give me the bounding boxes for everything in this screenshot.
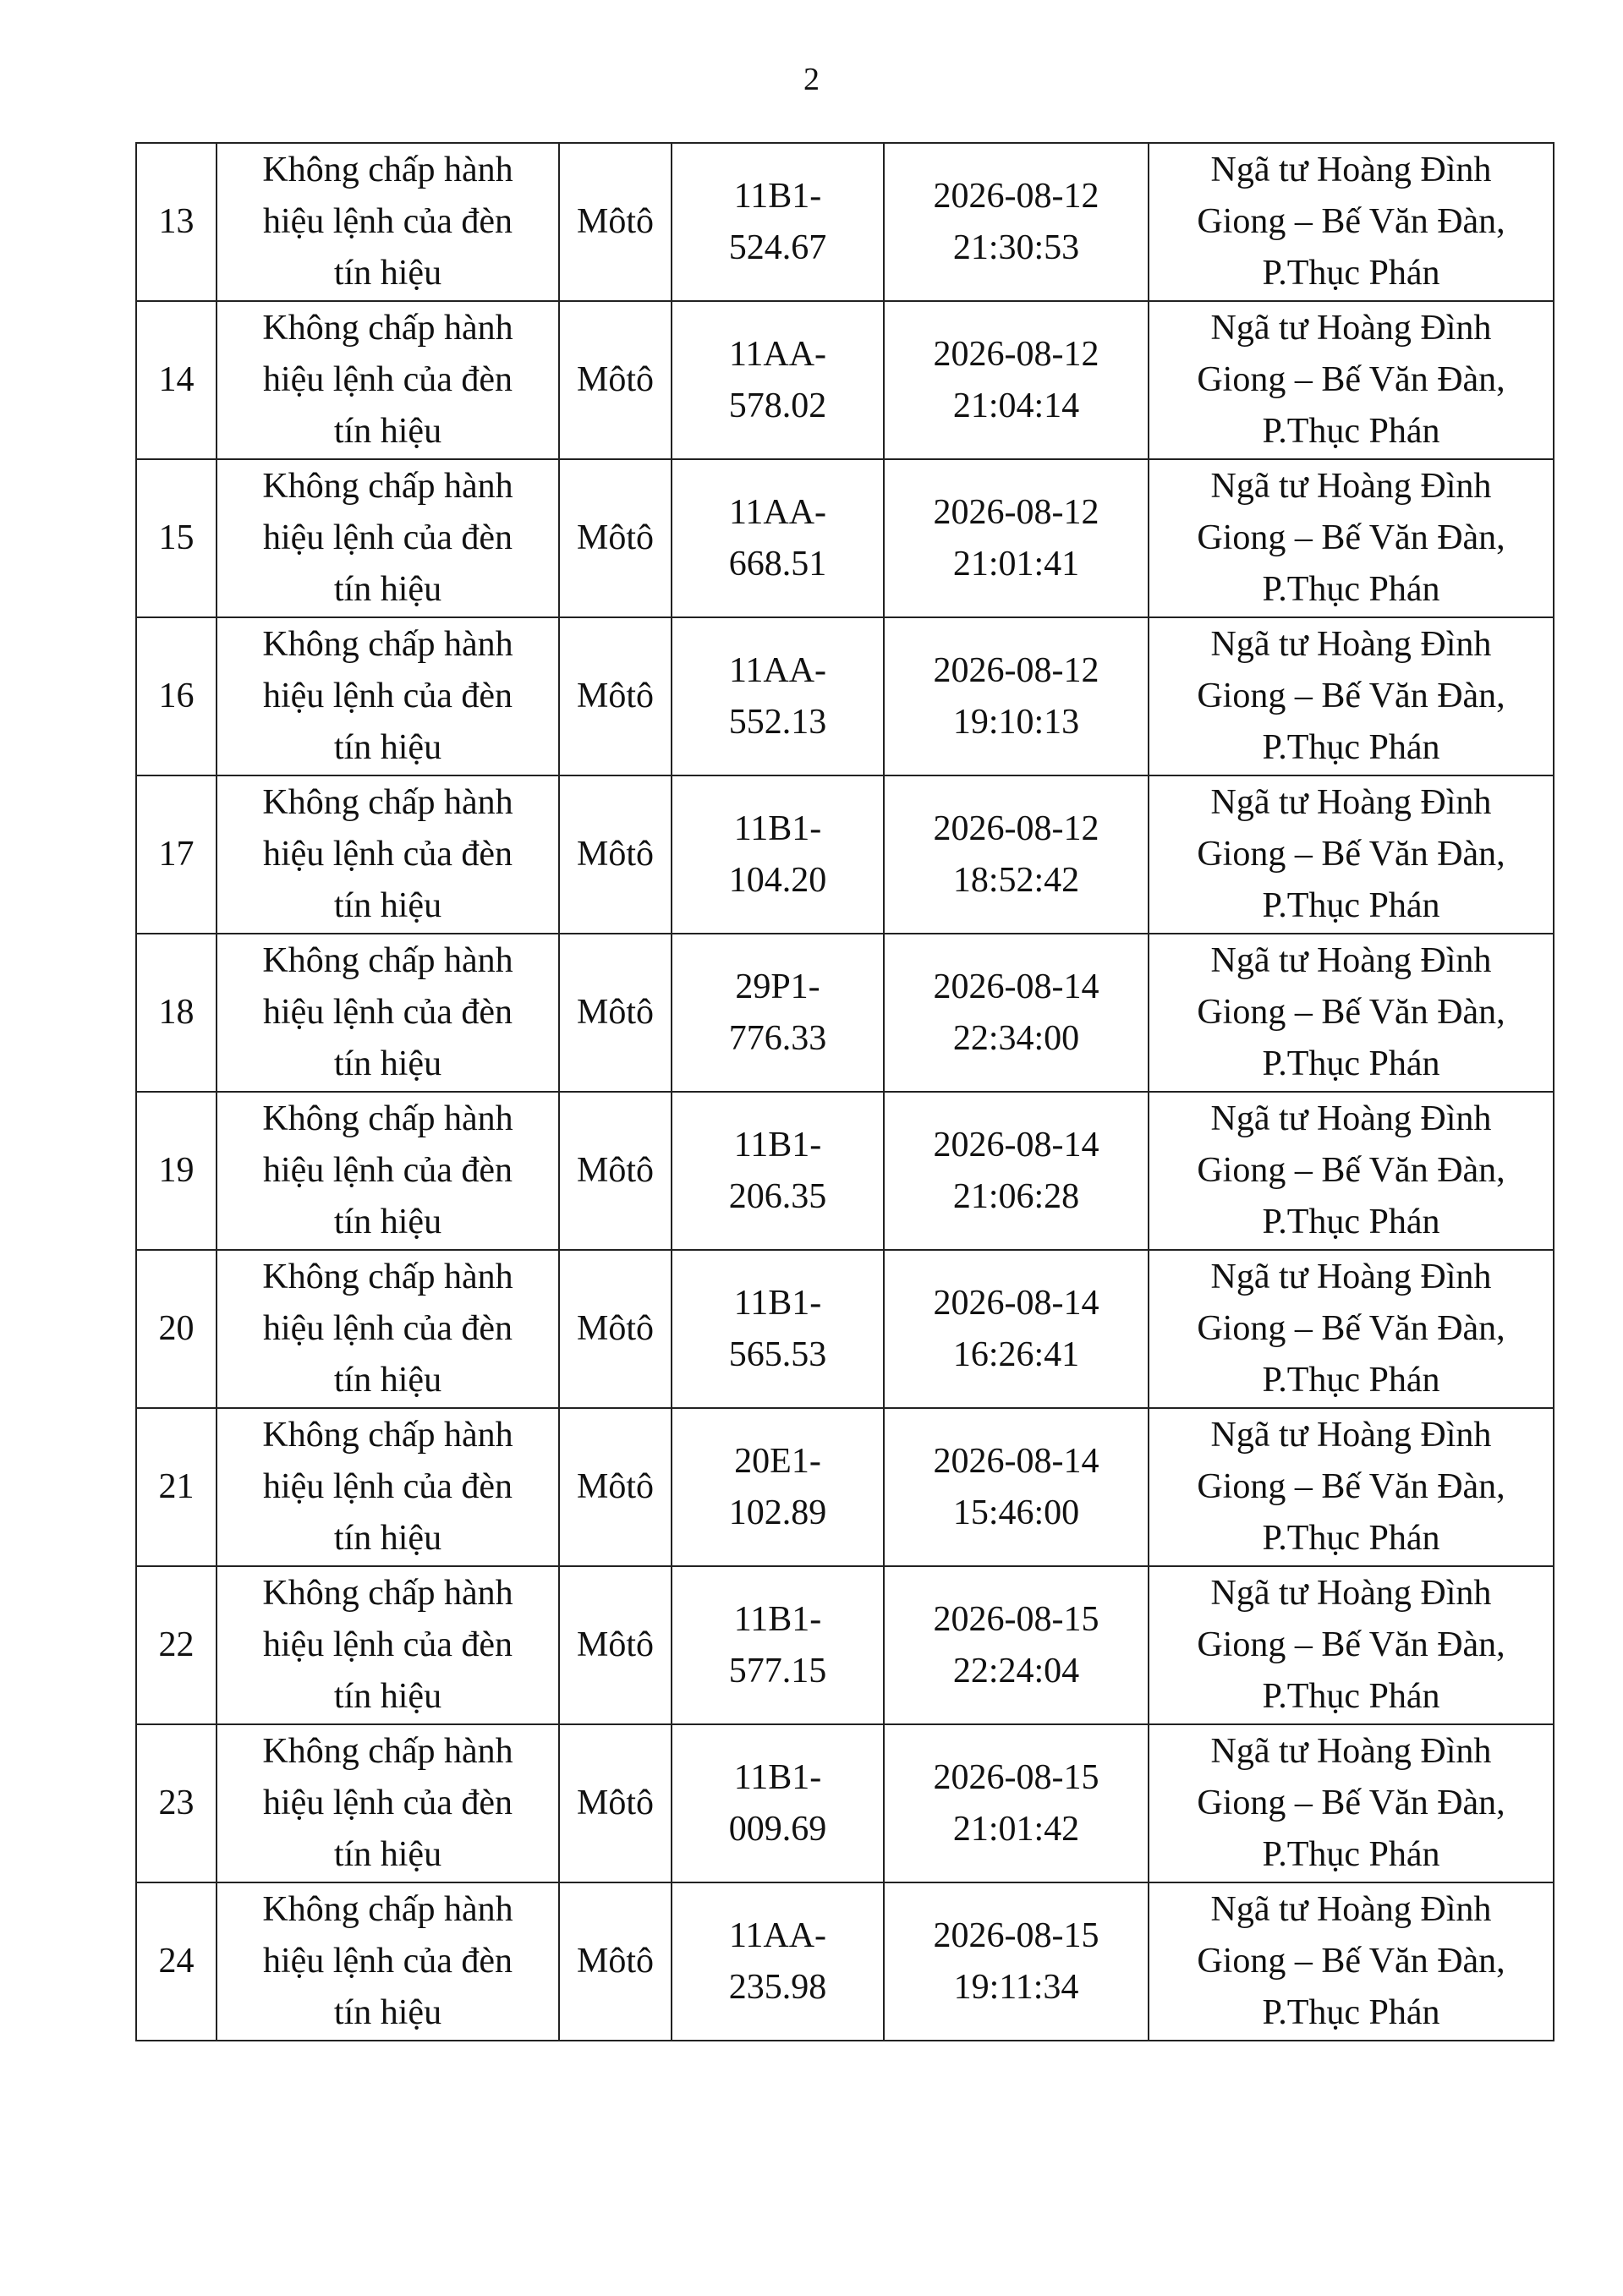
location-cell-line: Ngã tư Hoàng Đình xyxy=(1210,625,1492,664)
violation-cell-line: hiệu lệnh của đèn xyxy=(262,835,513,874)
violation-cell-line: hiệu lệnh của đèn xyxy=(262,1942,513,1981)
violation-cell-line: Không chấp hành xyxy=(262,1732,513,1771)
location-cell-line: Giong – Bế Văn Đàn, xyxy=(1197,835,1505,874)
timestamp-cell-line: 22:34:00 xyxy=(952,1018,1080,1058)
license-plate-cell-line: 29P1- xyxy=(735,967,820,1006)
violation-cell-line: Không chấp hành xyxy=(262,1890,513,1929)
vehicle-type-cell: Môtô xyxy=(559,775,672,934)
timestamp-cell xyxy=(884,143,1149,301)
row-number: 17 xyxy=(136,775,217,934)
page-number: 2 xyxy=(803,62,820,97)
license-plate-cell-line: 11B1- xyxy=(733,1125,822,1164)
license-plate-cell xyxy=(672,775,884,934)
license-plate-cell-line: 578.02 xyxy=(728,386,827,425)
location-cell-line: Giong – Bế Văn Đàn, xyxy=(1197,1625,1505,1664)
row-number: 19 xyxy=(136,1092,217,1250)
timestamp-cell-line: 19:11:34 xyxy=(953,1967,1079,2007)
location-cell-line: P.Thục Phán xyxy=(1262,1044,1440,1083)
vehicle-type-cell: Môtô xyxy=(559,617,672,775)
violation-cell-line: Không chấp hành xyxy=(262,1574,513,1613)
timestamp-cell-line: 2026-08-12 xyxy=(933,650,1099,690)
violation-cell-line: tín hiệu xyxy=(333,1677,442,1716)
license-plate-cell xyxy=(672,1566,884,1724)
license-plate-cell xyxy=(672,1092,884,1250)
license-plate-cell-line: 11AA- xyxy=(728,1915,827,1955)
license-plate-cell-line: 11AA- xyxy=(728,334,827,374)
timestamp-cell-line: 2026-08-15 xyxy=(933,1915,1099,1955)
license-plate-cell-line: 235.98 xyxy=(728,1967,827,2007)
location-cell-line: Ngã tư Hoàng Đình xyxy=(1210,1099,1492,1138)
location-cell-line: Ngã tư Hoàng Đình xyxy=(1210,151,1492,189)
vehicle-type-cell: Môtô xyxy=(559,1408,672,1566)
license-plate-cell-line: 11B1- xyxy=(733,808,822,848)
location-cell xyxy=(1149,1566,1554,1724)
violation-cell xyxy=(217,1092,559,1250)
violation-cell-line: Không chấp hành xyxy=(262,151,513,189)
timestamp-cell-line: 2026-08-14 xyxy=(933,1125,1099,1164)
license-plate-cell xyxy=(672,1882,884,2041)
violation-cell-line: tín hiệu xyxy=(333,1361,442,1400)
row-number: 16 xyxy=(136,617,217,775)
license-plate-cell-line: 11B1- xyxy=(733,176,822,216)
violation-cell-line: tín hiệu xyxy=(333,412,442,451)
violation-cell-line: hiệu lệnh của đèn xyxy=(262,677,513,715)
timestamp-cell-line: 2026-08-14 xyxy=(933,967,1099,1006)
location-cell-line: P.Thục Phán xyxy=(1262,254,1440,293)
violation-cell-line: hiệu lệnh của đèn xyxy=(262,1784,513,1822)
vehicle-type-cell: Môtô xyxy=(559,459,672,617)
violation-cell-line: tín hiệu xyxy=(333,1993,442,2032)
location-cell-line: Giong – Bế Văn Đàn, xyxy=(1197,677,1505,715)
timestamp-cell-line: 2026-08-12 xyxy=(933,334,1099,374)
violations-table-body xyxy=(136,143,1554,2041)
location-cell-line: P.Thục Phán xyxy=(1262,1519,1440,1558)
location-cell-line: Giong – Bế Văn Đàn, xyxy=(1197,993,1505,1032)
timestamp-cell xyxy=(884,1408,1149,1566)
license-plate-cell-line: 20E1- xyxy=(734,1441,821,1481)
location-cell-line: Giong – Bế Văn Đàn, xyxy=(1197,202,1505,241)
license-plate-cell-line: 565.53 xyxy=(728,1334,827,1374)
location-cell-line: Ngã tư Hoàng Đình xyxy=(1210,941,1492,980)
row-number: 22 xyxy=(136,1566,217,1724)
timestamp-cell-line: 2026-08-14 xyxy=(933,1441,1099,1481)
location-cell-line: P.Thục Phán xyxy=(1262,1993,1440,2032)
timestamp-cell-line: 2026-08-12 xyxy=(933,808,1099,848)
table-row xyxy=(136,775,1554,934)
violation-cell-line: hiệu lệnh của đèn xyxy=(262,202,513,241)
location-cell xyxy=(1149,1408,1554,1566)
location-cell-line: Giong – Bế Văn Đàn, xyxy=(1197,518,1505,557)
timestamp-cell-line: 21:01:41 xyxy=(952,544,1080,584)
license-plate-cell xyxy=(672,617,884,775)
table-row xyxy=(136,1882,1554,2041)
row-number: 15 xyxy=(136,459,217,617)
location-cell-line: Giong – Bế Văn Đàn, xyxy=(1197,1784,1505,1822)
vehicle-type-cell: Môtô xyxy=(559,1882,672,2041)
license-plate-cell-line: 552.13 xyxy=(728,702,827,742)
row-number: 20 xyxy=(136,1250,217,1408)
location-cell-line: P.Thục Phán xyxy=(1262,1677,1440,1716)
violation-cell-line: tín hiệu xyxy=(333,1203,442,1241)
location-cell-line: Giong – Bế Văn Đàn, xyxy=(1197,1309,1505,1348)
location-cell xyxy=(1149,775,1554,934)
timestamp-cell-line: 2026-08-12 xyxy=(933,176,1099,216)
timestamp-cell-line: 2026-08-15 xyxy=(933,1599,1099,1639)
location-cell-line: P.Thục Phán xyxy=(1262,1203,1440,1241)
license-plate-cell-line: 11B1- xyxy=(733,1757,822,1797)
violation-cell-line: tín hiệu xyxy=(333,254,442,293)
vehicle-type-cell: Môtô xyxy=(559,143,672,301)
vehicle-type-cell: Môtô xyxy=(559,1250,672,1408)
timestamp-cell-line: 19:10:13 xyxy=(952,702,1080,742)
table-row xyxy=(136,459,1554,617)
location-cell xyxy=(1149,934,1554,1092)
violation-cell-line: Không chấp hành xyxy=(262,1258,513,1296)
timestamp-cell xyxy=(884,1250,1149,1408)
row-number: 23 xyxy=(136,1724,217,1882)
license-plate-cell-line: 104.20 xyxy=(728,860,827,900)
timestamp-cell-line: 16:26:41 xyxy=(952,1334,1080,1374)
violation-cell-line: tín hiệu xyxy=(333,728,442,767)
location-cell xyxy=(1149,143,1554,301)
license-plate-cell xyxy=(672,1408,884,1566)
license-plate-cell-line: 524.67 xyxy=(728,227,827,267)
location-cell-line: Ngã tư Hoàng Đình xyxy=(1210,1258,1492,1296)
table-row xyxy=(136,301,1554,459)
location-cell-line: P.Thục Phán xyxy=(1262,1361,1440,1400)
location-cell xyxy=(1149,617,1554,775)
violation-cell-line: tín hiệu xyxy=(333,886,442,925)
row-number: 18 xyxy=(136,934,217,1092)
vehicle-type-cell: Môtô xyxy=(559,1092,672,1250)
row-number: 21 xyxy=(136,1408,217,1566)
license-plate-cell xyxy=(672,1724,884,1882)
timestamp-cell-line: 18:52:42 xyxy=(952,860,1080,900)
violation-cell xyxy=(217,934,559,1092)
violation-cell-line: hiệu lệnh của đèn xyxy=(262,360,513,399)
violation-cell-line: hiệu lệnh của đèn xyxy=(262,1625,513,1664)
timestamp-cell-line: 2026-08-14 xyxy=(933,1283,1099,1323)
violation-cell-line: tín hiệu xyxy=(333,1044,442,1083)
table-row xyxy=(136,1250,1554,1408)
vehicle-type-cell: Môtô xyxy=(559,1566,672,1724)
violation-cell xyxy=(217,1566,559,1724)
violation-cell-line: tín hiệu xyxy=(333,570,442,609)
location-cell-line: Ngã tư Hoàng Đình xyxy=(1210,309,1492,348)
location-cell-line: Giong – Bế Văn Đàn, xyxy=(1197,1942,1505,1981)
license-plate-cell-line: 11B1- xyxy=(733,1599,822,1639)
timestamp-cell-line: 22:24:04 xyxy=(952,1651,1080,1690)
vehicle-type-cell: Môtô xyxy=(559,301,672,459)
violation-cell xyxy=(217,617,559,775)
timestamp-cell xyxy=(884,459,1149,617)
timestamp-cell-line: 21:01:42 xyxy=(952,1809,1080,1849)
timestamp-cell-line: 15:46:00 xyxy=(952,1493,1080,1532)
location-cell-line: Ngã tư Hoàng Đình xyxy=(1210,1416,1492,1455)
license-plate-cell xyxy=(672,143,884,301)
timestamp-cell-line: 21:04:14 xyxy=(952,386,1080,425)
violation-cell-line: Không chấp hành xyxy=(262,783,513,822)
violation-cell-line: hiệu lệnh của đèn xyxy=(262,518,513,557)
table-row xyxy=(136,617,1554,775)
timestamp-cell xyxy=(884,934,1149,1092)
location-cell-line: Ngã tư Hoàng Đình xyxy=(1210,467,1492,506)
table-row xyxy=(136,1408,1554,1566)
location-cell-line: P.Thục Phán xyxy=(1262,886,1440,925)
table-row xyxy=(136,143,1554,301)
violation-cell xyxy=(217,459,559,617)
violation-cell-line: Không chấp hành xyxy=(262,1099,513,1138)
location-cell-line: Ngã tư Hoàng Đình xyxy=(1210,1574,1492,1613)
license-plate-cell-line: 206.35 xyxy=(728,1176,827,1216)
license-plate-cell xyxy=(672,1250,884,1408)
violation-cell-line: hiệu lệnh của đèn xyxy=(262,1151,513,1190)
violation-cell xyxy=(217,143,559,301)
row-number: 14 xyxy=(136,301,217,459)
license-plate-cell-line: 102.89 xyxy=(728,1493,827,1532)
violation-cell-line: hiệu lệnh của đèn xyxy=(262,993,513,1032)
timestamp-cell xyxy=(884,1724,1149,1882)
timestamp-cell-line: 21:06:28 xyxy=(952,1176,1080,1216)
license-plate-cell-line: 11AA- xyxy=(728,650,827,690)
location-cell-line: P.Thục Phán xyxy=(1262,728,1440,767)
timestamp-cell xyxy=(884,1566,1149,1724)
violation-cell-line: hiệu lệnh của đèn xyxy=(262,1467,513,1506)
timestamp-cell xyxy=(884,301,1149,459)
location-cell xyxy=(1149,1882,1554,2041)
location-cell xyxy=(1149,301,1554,459)
license-plate-cell-line: 11AA- xyxy=(728,492,827,532)
timestamp-cell-line: 2026-08-15 xyxy=(933,1757,1099,1797)
row-number: 13 xyxy=(136,143,217,301)
violation-cell xyxy=(217,775,559,934)
violations-table xyxy=(135,142,1554,2041)
location-cell-line: P.Thục Phán xyxy=(1262,412,1440,451)
timestamp-cell-line: 2026-08-12 xyxy=(933,492,1099,532)
location-cell-line: Giong – Bế Văn Đàn, xyxy=(1197,360,1505,399)
violation-cell xyxy=(217,301,559,459)
table-row xyxy=(136,1566,1554,1724)
violation-cell-line: Không chấp hành xyxy=(262,1416,513,1455)
violation-cell-line: Không chấp hành xyxy=(262,941,513,980)
location-cell-line: P.Thục Phán xyxy=(1262,570,1440,609)
location-cell-line: Giong – Bế Văn Đàn, xyxy=(1197,1467,1505,1506)
timestamp-cell xyxy=(884,775,1149,934)
violation-cell-line: Không chấp hành xyxy=(262,625,513,664)
violation-cell-line: tín hiệu xyxy=(333,1835,442,1874)
violation-cell-line: tín hiệu xyxy=(333,1519,442,1558)
location-cell-line: P.Thục Phán xyxy=(1262,1835,1440,1874)
table-row xyxy=(136,934,1554,1092)
timestamp-cell-line: 21:30:53 xyxy=(952,227,1080,267)
location-cell-line: Giong – Bế Văn Đàn, xyxy=(1197,1151,1505,1190)
license-plate-cell-line: 668.51 xyxy=(728,544,827,584)
table-row xyxy=(136,1092,1554,1250)
license-plate-cell-line: 009.69 xyxy=(728,1809,827,1849)
violation-cell xyxy=(217,1250,559,1408)
timestamp-cell xyxy=(884,617,1149,775)
timestamp-cell xyxy=(884,1882,1149,2041)
location-cell xyxy=(1149,1250,1554,1408)
license-plate-cell-line: 577.15 xyxy=(728,1651,827,1690)
violation-cell-line: hiệu lệnh của đèn xyxy=(262,1309,513,1348)
location-cell xyxy=(1149,1724,1554,1882)
vehicle-type-cell: Môtô xyxy=(559,1724,672,1882)
timestamp-cell xyxy=(884,1092,1149,1250)
license-plate-cell xyxy=(672,459,884,617)
license-plate-cell xyxy=(672,301,884,459)
location-cell xyxy=(1149,459,1554,617)
location-cell-line: Ngã tư Hoàng Đình xyxy=(1210,783,1492,822)
violation-cell-line: Không chấp hành xyxy=(262,309,513,348)
row-number: 24 xyxy=(136,1882,217,2041)
violation-cell xyxy=(217,1882,559,2041)
license-plate-cell-line: 776.33 xyxy=(728,1018,827,1058)
license-plate-cell xyxy=(672,934,884,1092)
violation-cell xyxy=(217,1724,559,1882)
violation-cell xyxy=(217,1408,559,1566)
location-cell-line: Ngã tư Hoàng Đình xyxy=(1210,1732,1492,1771)
location-cell-line: Ngã tư Hoàng Đình xyxy=(1210,1890,1492,1929)
license-plate-cell-line: 11B1- xyxy=(733,1283,822,1323)
table-row xyxy=(136,1724,1554,1882)
location-cell xyxy=(1149,1092,1554,1250)
violation-cell-line: Không chấp hành xyxy=(262,467,513,506)
vehicle-type-cell: Môtô xyxy=(559,934,672,1092)
